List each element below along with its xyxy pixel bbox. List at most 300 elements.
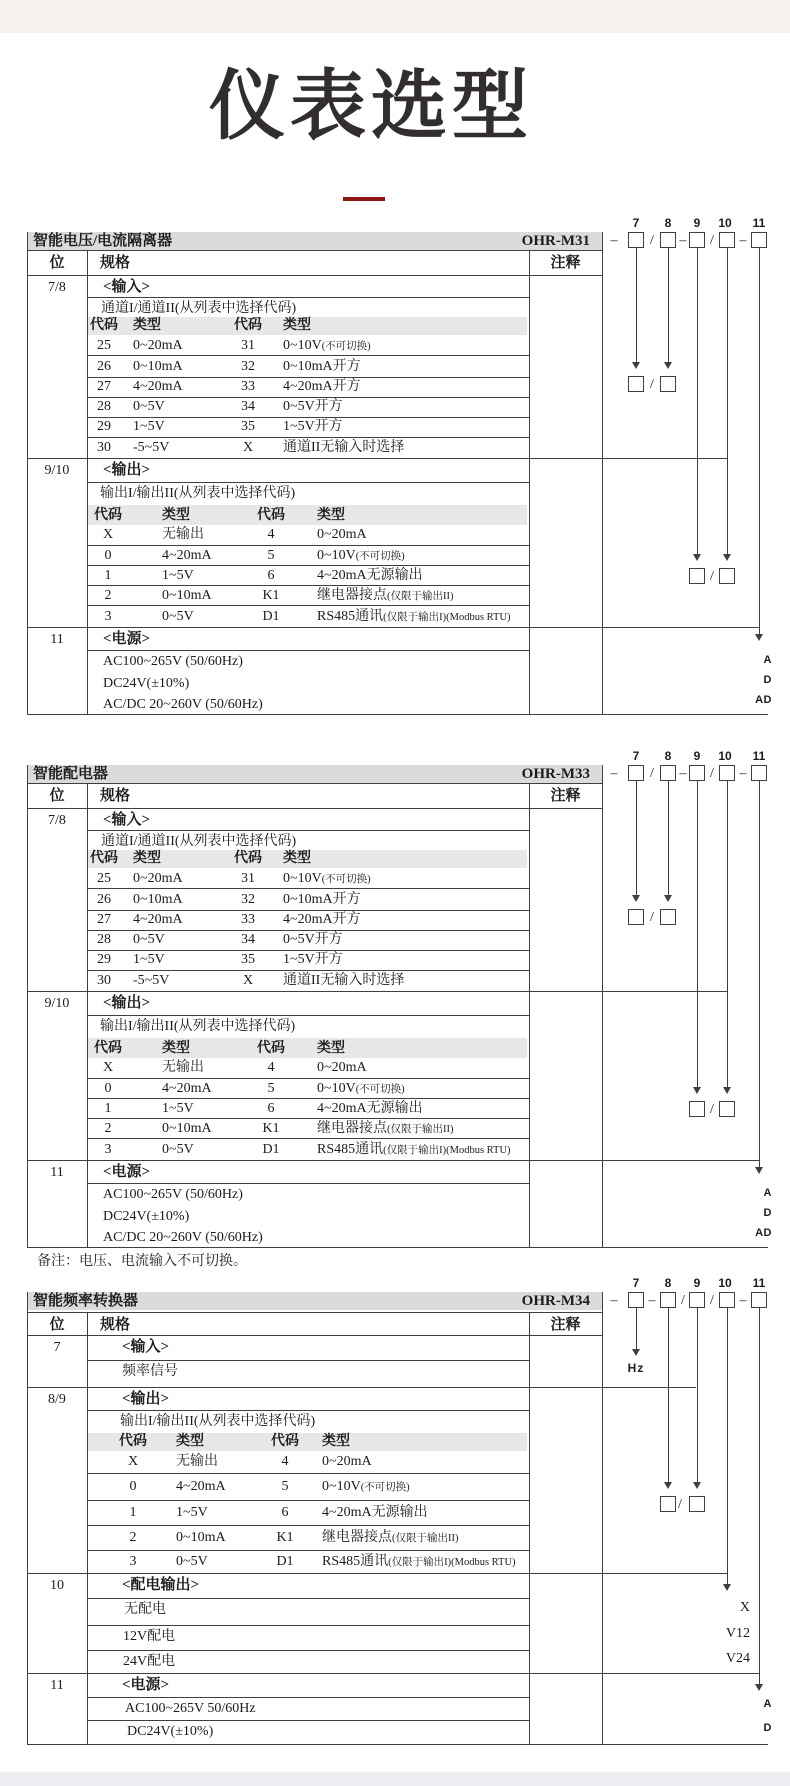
grid-line (87, 650, 529, 651)
type-text: RS485通讯 (317, 609, 384, 624)
type-text: 4~20mA无源输出 (322, 1505, 428, 1520)
code-cell: 0 (104, 548, 112, 563)
grid-line (27, 1312, 602, 1313)
code-row (88, 397, 529, 417)
pos-value: 11 (50, 1165, 64, 1180)
pos-value: 11 (50, 1678, 64, 1693)
slash-separator: / (710, 766, 714, 781)
type-note: (不可切换) (360, 1482, 410, 1493)
type-cell: 0~5V (162, 1142, 194, 1157)
type-cell (283, 417, 343, 438)
arrow-down-icon (755, 634, 763, 641)
code-row (88, 1503, 529, 1523)
code-col-header: 代码 (94, 1041, 122, 1056)
type-cell: 1~5V (162, 568, 194, 583)
section-label-input: <输入> (122, 1339, 170, 1355)
position-number: 7 (632, 749, 640, 763)
grid-line (727, 1308, 728, 1585)
grid-line (87, 1410, 529, 1411)
code-row (88, 1119, 529, 1139)
type-text: 0~10V (283, 338, 322, 353)
type-cell: 1~5V (176, 1505, 208, 1520)
type-cell: 0~10mA (162, 588, 212, 603)
model-code: OHR-M34 (521, 1293, 590, 1309)
bottom-band (0, 1772, 790, 1786)
dist-option: 无配电 (124, 1602, 166, 1617)
type-col-header: 类型 (283, 851, 311, 866)
footnote: 备注：电压、电流输入不可切换。 (37, 1254, 247, 1269)
code-row (88, 1552, 529, 1572)
code-row (88, 1477, 529, 1497)
power-option: DC24V(±10%) (103, 676, 190, 691)
dash-separator: – (679, 766, 687, 781)
model-code: OHR-M33 (521, 766, 590, 782)
page-title: 仪表选型 (209, 64, 533, 149)
position-number: 7 (632, 1276, 640, 1290)
code-cell: 4 (267, 527, 275, 542)
code-cell: 4 (267, 1060, 275, 1075)
grid-line (27, 808, 602, 809)
type-col-header: 类型 (133, 318, 161, 333)
position-number: 11 (752, 1276, 766, 1290)
code-cell: 6 (267, 568, 275, 583)
grid-line (27, 1335, 602, 1336)
type-cell (317, 1058, 367, 1079)
section-label-power: <电源> (122, 1677, 170, 1693)
type-cell (283, 890, 361, 911)
code-col-header: 代码 (234, 318, 262, 333)
slash-separator: / (710, 1293, 714, 1308)
option-box (660, 909, 676, 925)
code-row (88, 586, 529, 606)
dist-code: X (739, 1600, 750, 1615)
type-cell (317, 1119, 454, 1140)
code-cell: 0 (104, 1081, 112, 1096)
col-header-spec: 规格 (100, 1317, 131, 1333)
type-cell (317, 546, 405, 567)
section-label-input: <输入> (103, 812, 151, 828)
dash-separator: – (739, 233, 747, 248)
type-cell: 0~10mA (133, 892, 183, 907)
code-table-header (88, 317, 529, 335)
arrow-down-icon (664, 362, 672, 369)
code-cell: 31 (241, 338, 255, 353)
grid-line (87, 297, 529, 298)
pos-value: 10 (50, 1578, 64, 1593)
type-cell (283, 950, 343, 971)
code-cell: 30 (97, 440, 111, 455)
grid-line (87, 1697, 529, 1698)
table-title: 智能配电器 (33, 766, 109, 782)
type-text: 继电器接点 (322, 1530, 392, 1545)
code-cell: 35 (241, 952, 255, 967)
type-col-header: 类型 (162, 508, 190, 523)
option-box (751, 232, 767, 248)
code-cell: 25 (97, 338, 111, 353)
option-box (719, 232, 735, 248)
grid-line (668, 1308, 669, 1483)
code-cell: 3 (104, 609, 112, 624)
type-note: (仅限于输出II) (387, 591, 454, 602)
code-cell: X (102, 527, 114, 542)
grid-line (87, 1625, 529, 1626)
type-cell: -5~5V (133, 440, 170, 455)
grid-line (602, 1292, 603, 1744)
power-code: AD (755, 1227, 772, 1239)
type-text: 4~20mA无源输出 (317, 1101, 423, 1116)
code-cell: 33 (241, 379, 255, 394)
grid-line (27, 232, 28, 714)
grid-line (87, 250, 88, 714)
code-table-header (88, 1039, 529, 1059)
type-note: (仅限于输出I)(Modbus RTU) (383, 1145, 511, 1156)
pos-value: 11 (50, 632, 64, 647)
type-cell (317, 586, 454, 607)
type-text: 0~10V (322, 1479, 361, 1494)
col-header-spec: 规格 (100, 788, 131, 804)
grid-line (27, 1744, 768, 1745)
code-row (88, 377, 529, 397)
code-cell: 32 (241, 892, 255, 907)
dist-code: V12 (725, 1626, 750, 1641)
option-box (751, 1292, 767, 1308)
pos-value: 7 (53, 1340, 61, 1355)
grid-line (27, 1573, 727, 1574)
type-text: 0~10mA开方 (283, 892, 361, 907)
code-cell: 5 (281, 1479, 289, 1494)
type-cell (283, 869, 371, 890)
code-table-header (88, 1433, 529, 1451)
code-cell: 2 (104, 1121, 112, 1136)
code-cell: 2 (104, 588, 112, 603)
code-col-header: 代码 (94, 508, 122, 523)
power-option: AC/DC 20~260V (50/60Hz) (103, 697, 263, 712)
position-number: 10 (718, 749, 732, 763)
type-cell: 无输出 (162, 527, 204, 542)
grid-line (87, 1015, 529, 1016)
code-row (88, 417, 529, 437)
type-note: (仅限于输出II) (392, 1533, 459, 1544)
code-row (88, 910, 529, 930)
type-note: (不可切换) (355, 1084, 405, 1095)
code-row (88, 1099, 529, 1119)
grid-line (27, 1292, 28, 1744)
code-cell: K1 (262, 1121, 280, 1136)
dash-separator: – (648, 1293, 656, 1308)
code-cell: X (127, 1454, 139, 1469)
code-cell: 28 (97, 399, 111, 414)
position-number: 7 (632, 216, 640, 230)
col-header-notes: 注释 (550, 1317, 581, 1333)
grid-line (27, 1387, 696, 1388)
option-box (628, 909, 644, 925)
code-cell: X (242, 440, 254, 455)
code-cell: 35 (241, 419, 255, 434)
pos-value: 9/10 (44, 463, 70, 478)
grid-line (88, 1473, 529, 1474)
table-header-bar (27, 232, 602, 250)
option-box (719, 1101, 735, 1117)
code-cell: 29 (97, 952, 111, 967)
col-header-spec: 规格 (100, 255, 131, 271)
type-cell (322, 1528, 459, 1549)
arrow-down-icon (632, 895, 640, 902)
section-label-output: <输出> (122, 1391, 170, 1407)
section-label-power: <电源> (103, 631, 151, 647)
option-box (689, 568, 705, 584)
arrow-down-icon (723, 1087, 731, 1094)
code-col-header: 代码 (257, 508, 285, 523)
type-cell: 4~20mA (133, 912, 183, 927)
grid-line (27, 1247, 768, 1248)
grid-line (87, 482, 529, 483)
type-text: 0~5V开方 (283, 399, 343, 414)
dash-separator: – (679, 233, 687, 248)
option-box (689, 1292, 705, 1308)
grid-line (636, 248, 637, 363)
slash-separator: / (650, 766, 654, 781)
top-band (0, 0, 790, 33)
code-cell: 5 (267, 548, 275, 563)
option-box (689, 1496, 705, 1512)
position-number: 11 (752, 216, 766, 230)
power-code: A (763, 1698, 772, 1710)
grid-line (697, 781, 698, 1088)
section-intro: 通道I/通道II(从列表中选择代码) (101, 834, 297, 849)
option-box (628, 1292, 644, 1308)
grid-line (27, 275, 602, 276)
type-col-header: 类型 (283, 318, 311, 333)
arrow-down-icon (693, 1087, 701, 1094)
power-code: AD (755, 694, 772, 706)
position-number: 10 (718, 1276, 732, 1290)
col-header-pos: 位 (49, 1317, 65, 1333)
type-cell: 0~10mA (176, 1530, 226, 1545)
grid-line (87, 830, 529, 831)
type-text: 0~10mA开方 (283, 359, 361, 374)
type-cell: 1~5V (133, 952, 165, 967)
grid-line (602, 765, 603, 1247)
power-option: AC100~265V 50/60Hz (125, 1701, 256, 1716)
type-text: RS485通讯 (322, 1554, 389, 1569)
code-cell: 30 (97, 973, 111, 988)
grid-line (727, 781, 728, 1088)
position-number: 9 (693, 1276, 701, 1290)
section-label-output: <输出> (103, 462, 151, 478)
type-text: 继电器接点 (317, 588, 387, 603)
dash-separator: – (610, 766, 618, 781)
table-header-bar (27, 1292, 602, 1310)
type-col-header: 类型 (317, 1041, 345, 1056)
code-row (88, 930, 529, 950)
arrow-down-icon (755, 1684, 763, 1691)
grid-line (759, 1308, 760, 1685)
code-cell: 25 (97, 871, 111, 886)
code-col-header: 代码 (90, 318, 118, 333)
option-box (660, 376, 676, 392)
code-cell: 34 (241, 932, 255, 947)
type-text: 0~20mA (317, 1060, 367, 1075)
type-cell (317, 525, 367, 546)
type-text: 0~10V (283, 871, 322, 886)
grid-line (88, 1525, 529, 1526)
col-header-notes: 注释 (550, 255, 581, 271)
arrow-down-icon (723, 554, 731, 561)
code-cell: 1 (104, 568, 112, 583)
grid-line (87, 783, 88, 1247)
type-cell (322, 1503, 428, 1524)
code-cell: 1 (104, 1101, 112, 1116)
position-number: 8 (664, 216, 672, 230)
grid-line (759, 781, 760, 1168)
section-intro: 输出I/输出II(从列表中选择代码) (120, 1414, 316, 1429)
pos-value: 9/10 (44, 996, 70, 1011)
power-code: D (763, 1722, 772, 1734)
type-text: 0~20mA (322, 1454, 372, 1469)
slash-separator: / (650, 377, 654, 392)
power-code: D (763, 674, 772, 686)
arrow-down-icon (632, 1349, 640, 1356)
pos-value: 7/8 (48, 280, 66, 295)
code-row (88, 1058, 529, 1078)
power-option: DC24V(±10%) (103, 1209, 190, 1224)
code-cell: K1 (276, 1530, 294, 1545)
type-cell: 无输出 (162, 1060, 204, 1075)
code-col-header: 代码 (257, 1041, 285, 1056)
code-cell: 32 (241, 359, 255, 374)
grid-line (668, 248, 669, 363)
option-box (719, 1292, 735, 1308)
table-header-bar (27, 765, 602, 783)
type-cell: 0~20mA (133, 871, 183, 886)
dash-separator: – (739, 1293, 747, 1308)
type-text: 通道II无输入时选择 (283, 973, 405, 988)
power-option: AC100~265V (50/60Hz) (103, 654, 243, 669)
grid-line (727, 248, 728, 555)
col-header-notes: 注释 (550, 788, 581, 804)
grid-line (602, 232, 603, 714)
code-col-header: 代码 (90, 851, 118, 866)
option-box (660, 1292, 676, 1308)
code-cell: 27 (97, 912, 111, 927)
code-cell: 3 (104, 1142, 112, 1157)
type-cell (283, 336, 371, 357)
arrow-down-icon (664, 895, 672, 902)
slash-separator: / (678, 1497, 682, 1512)
code-row (88, 546, 529, 566)
arrow-down-icon (693, 554, 701, 561)
type-col-header: 类型 (133, 851, 161, 866)
grid-line (27, 714, 768, 715)
section-label-dist: <配电输出> (122, 1577, 200, 1593)
power-option: AC100~265V (50/60Hz) (103, 1187, 243, 1202)
grid-line (88, 1500, 529, 1501)
type-cell: 无输出 (176, 1454, 218, 1469)
type-text: 0~10V (317, 548, 356, 563)
code-row (88, 890, 529, 910)
option-box (689, 232, 705, 248)
power-code: A (763, 1187, 772, 1199)
code-cell: 3 (129, 1554, 137, 1569)
type-cell: 4~20mA (162, 548, 212, 563)
section-label-output: <输出> (103, 995, 151, 1011)
position-number: 9 (693, 749, 701, 763)
code-cell: 28 (97, 932, 111, 947)
grid-line (759, 248, 760, 635)
type-cell (322, 1477, 410, 1498)
pos-value: 7/8 (48, 813, 66, 828)
code-row (88, 1528, 529, 1548)
type-note: (不可切换) (321, 341, 371, 352)
grid-line (27, 783, 602, 784)
option-box (719, 568, 735, 584)
code-cell: K1 (262, 588, 280, 603)
grid-line (529, 250, 530, 714)
code-cell: 0 (129, 1479, 137, 1494)
position-number: 10 (718, 216, 732, 230)
type-cell: 0~10mA (162, 1121, 212, 1136)
position-number: 8 (664, 749, 672, 763)
code-row (88, 336, 529, 356)
power-code: D (763, 1207, 772, 1219)
code-cell: 4 (281, 1454, 289, 1469)
dist-option: 24V配电 (123, 1654, 176, 1669)
type-text: 4~20mA开方 (283, 912, 361, 927)
grid-line (529, 783, 530, 1247)
grid-line (27, 1673, 759, 1674)
arrow-down-icon (755, 1167, 763, 1174)
code-row (88, 1079, 529, 1099)
grid-line (27, 250, 602, 251)
dash-separator: – (610, 1293, 618, 1308)
grid-line (87, 1360, 529, 1361)
type-note: (仅限于输出I)(Modbus RTU) (388, 1557, 516, 1568)
code-cell: 1 (129, 1505, 137, 1520)
option-box (660, 232, 676, 248)
code-cell: 34 (241, 399, 255, 414)
title-underline (343, 197, 385, 201)
power-option: AC/DC 20~260V (50/60Hz) (103, 1230, 263, 1245)
type-text: 4~20mA开方 (283, 379, 361, 394)
arrow-down-icon (723, 1584, 731, 1591)
type-text: 继电器接点 (317, 1121, 387, 1136)
type-cell (317, 1079, 405, 1100)
code-cell: 6 (281, 1505, 289, 1520)
code-table-header (88, 506, 529, 526)
type-col-header: 类型 (162, 1041, 190, 1056)
dist-option: 12V配电 (123, 1629, 176, 1644)
grid-line (529, 1312, 530, 1744)
type-text: 1~5V开方 (283, 419, 343, 434)
type-cell (283, 438, 404, 459)
code-cell: 29 (97, 419, 111, 434)
type-col-header: 类型 (317, 508, 345, 523)
code-cell: 26 (97, 892, 111, 907)
code-cell: 6 (267, 1101, 275, 1116)
slash-separator: / (710, 1102, 714, 1117)
type-text: 4~20mA无源输出 (317, 568, 423, 583)
code-cell: D1 (276, 1554, 294, 1569)
code-row (88, 1140, 529, 1160)
code-cell: 5 (267, 1081, 275, 1096)
option-box (628, 376, 644, 392)
code-row (88, 950, 529, 970)
type-note: (仅限于输出I)(Modbus RTU) (383, 612, 511, 623)
table-title: 智能电压/电流隔离器 (33, 233, 173, 249)
type-text: 0~10V (317, 1081, 356, 1096)
code-cell: X (102, 1060, 114, 1075)
code-row (88, 438, 529, 458)
